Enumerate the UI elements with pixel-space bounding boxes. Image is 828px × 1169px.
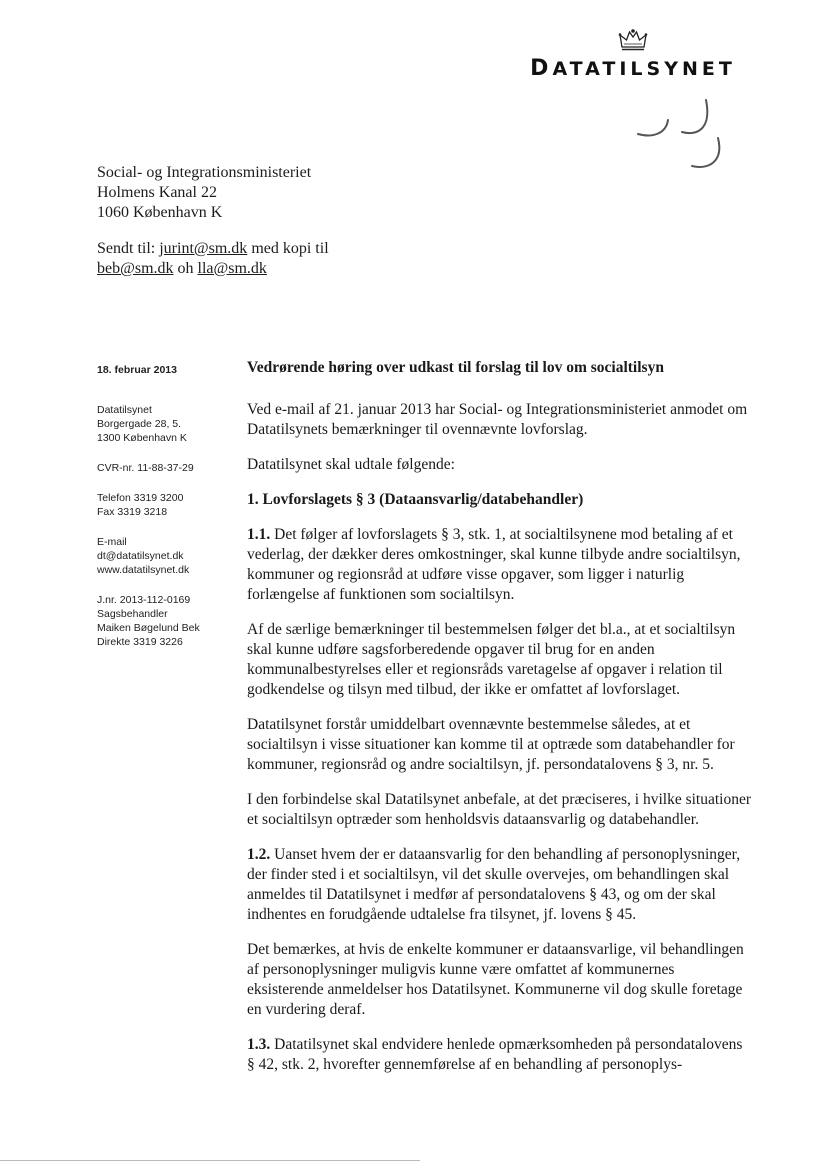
email-label: E-mail (97, 536, 127, 548)
paragraph-text: Uanset hvem der er dataansvarlig for den behandling af personoplysninger, der finder sted i et socialtilsyn, vil det skulle overvejes, om behandlingen skal anmeldes til Datatilsynet i medfør af persondatalovens § 43, og om der skal indhentes en forudgående udtalelse fra tilsynet, jf. lovens § 45. (247, 846, 741, 923)
address-line: 1060 København K (97, 204, 223, 221)
letter-subject: Vedrørende høring over udkast til forslag til lov om socialtilsyn (247, 359, 664, 376)
sender-info (97, 363, 237, 665)
paragraph: Ved e-mail af 21. januar 2013 har Social- og Integrationsministeriet anmodet om Datatilsynets bemærkninger til ovennævnte lovforslag. (247, 401, 748, 438)
handler-label: Sagsbehandler (97, 608, 168, 620)
direct-number: Direkte 3319 3226 (97, 636, 183, 648)
handwritten-marks (622, 96, 732, 176)
phone-block (97, 491, 237, 519)
sender-email[interactable]: dt@datatilsynet.dk (97, 550, 184, 562)
fax-number: Fax 3319 3218 (97, 506, 168, 518)
paragraph: Det bemærkes, at hvis de enkelte kommuner er dataansvarlige, vil behandlingen af personoplysninger muligvis kunne være omfattet af kommunernes eksisterende anmeldelser hos Datatilsynet. Kommunerne vil dog skulle foretage en vurdering deraf. (247, 941, 744, 1018)
paragraph: I den forbindelse skal Datatilsynet anbefale, at det præciseres, i hvilke situationer et socialtilsyn optræder som henholdsvis dataansvarlig og databehandler. (247, 791, 752, 828)
paragraph-number: 1.3. (247, 1036, 271, 1053)
recipient-address (97, 163, 311, 223)
paragraph (247, 845, 753, 925)
paragraph-number: 1.1. (247, 526, 271, 543)
paragraph: Datatilsynet skal udtale følgende: (247, 456, 455, 473)
address-line: Social- og Integrationsministeriet (97, 164, 312, 181)
paragraph-text: Datatilsynet skal endvidere henlede opmærksomheden på persondatalovens § 42, stk. 2, hvorefter gennemførelse af en behandling af personoplys- (247, 1036, 743, 1073)
sent-middle: med kopi til (251, 240, 329, 257)
crown-icon (618, 28, 648, 52)
case-block (97, 593, 237, 649)
journal-number: J.nr. 2013-112-0169 (97, 594, 191, 606)
email-link[interactable]: lla@sm.dk (197, 260, 267, 277)
email-link[interactable]: beb@sm.dk (97, 260, 174, 277)
cvr-block (97, 461, 237, 475)
sent-to (97, 239, 329, 279)
handler-name: Maiken Bøgelund Bek (97, 622, 200, 634)
sent-prefix: Sendt til: (97, 240, 156, 257)
logo-wordmark: DATATILSYNET (530, 56, 736, 81)
sender-city: 1300 København K (97, 432, 187, 444)
paragraph-number: 1.2. (247, 846, 271, 863)
letter-body (247, 358, 753, 1090)
paragraph (247, 1035, 753, 1075)
sender-website[interactable]: www.datatilsynet.dk (97, 564, 190, 576)
sender-street: Borgergade 28, 5. (97, 418, 182, 430)
datatilsynet-logo (528, 28, 738, 81)
sender-address (97, 403, 237, 445)
sent-conj: oh (177, 260, 194, 277)
email-link[interactable]: jurint@sm.dk (159, 240, 248, 257)
phone-number: Telefon 3319 3200 (97, 492, 184, 504)
cvr-number: CVR-nr. 11-88-37-29 (97, 462, 194, 474)
address-line: Holmens Kanal 22 (97, 184, 217, 201)
footer-divider (0, 1160, 420, 1161)
section-heading: 1. Lovforslagets § 3 (Dataansvarlig/databehandler) (247, 491, 584, 508)
contact-block (97, 535, 237, 577)
sender-org: Datatilsynet (97, 404, 152, 416)
paragraph: Af de særlige bemærkninger til bestemmelsen følger det bl.a., at et socialtilsyn skal kunne udføre sagsforberedende opgaver til brug for en anden kommunalbestyrelses eller et regionsråds varetagelse af opgaver i relation til godkendelse og tilsyn med tilbud, der ikke er omfattet af lovforslaget. (247, 621, 736, 698)
letter-date: 18. februar 2013 (97, 364, 177, 376)
paragraph-text: Det følger af lovforslagets § 3, stk. 1, at socialtilsynene mod betaling af et vederlag, der dækker deres omkostninger, skal kunne tilbyde andre socialtilsyn, kommuner og regionsråd at udføre visse opgaver, som ligger i naturlig forlængelse af funktionen som socialtilsyn. (247, 526, 741, 603)
paragraph: Datatilsynet forstår umiddelbart ovennævnte bestemmelse således, at et socialtilsyn i visse situationer kan komme til at optræde som databehandler for kommuner, regionsråd og andre socialtilsyn, jf. persondatalovens § 3, nr. 5. (247, 716, 735, 773)
paragraph (247, 525, 753, 605)
